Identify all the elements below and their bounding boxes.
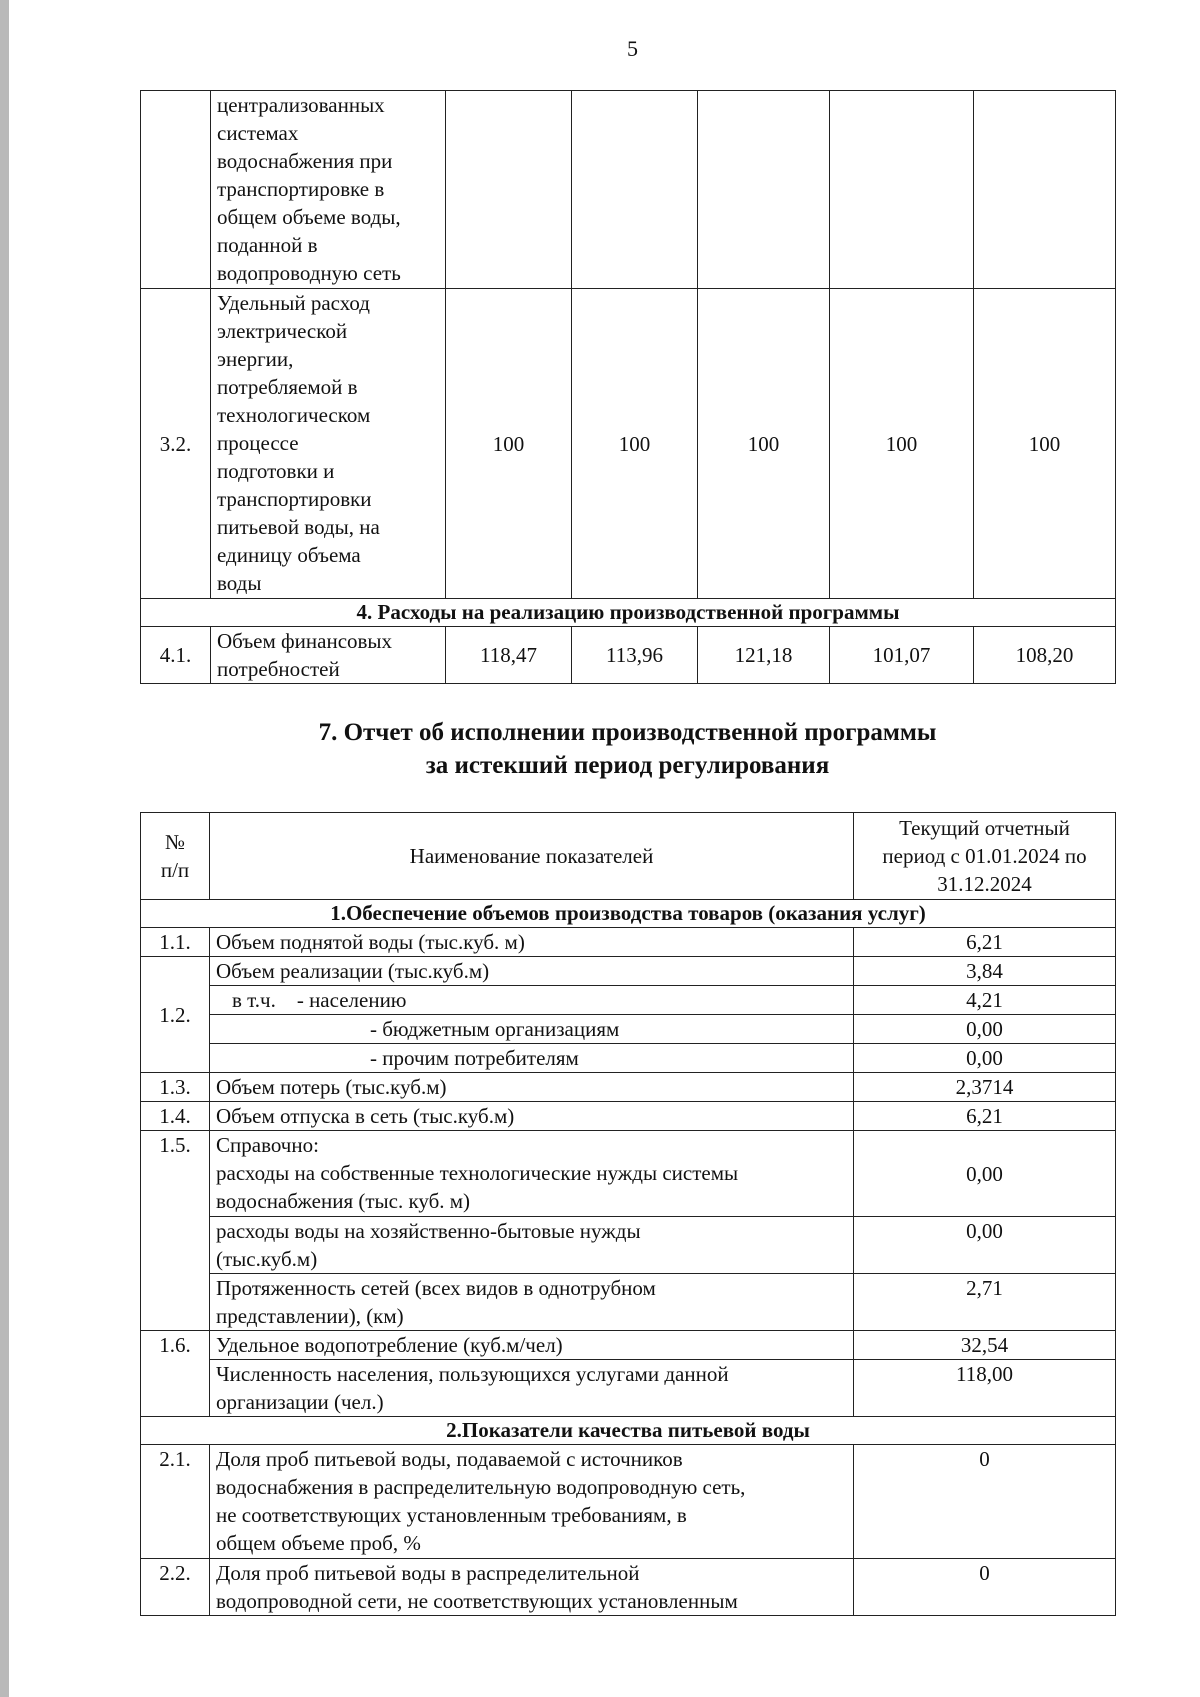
indicator-name-cell: - прочим потребителям: [210, 1044, 854, 1073]
section-title: 2.Показатели качества питьевой воды: [141, 1417, 1116, 1445]
indicator-name-cell: Доля проб питьевой воды в распределительной водопроводной сети, не соответствующих установленным: [210, 1559, 854, 1616]
section-title: 1.Обеспечение объемов производства товаров (оказания услуг): [141, 900, 1116, 928]
program-report-table: [140, 812, 1116, 1616]
table-row: [141, 1015, 1116, 1044]
value-cell: [446, 91, 572, 289]
value-cell: 0,00: [854, 1044, 1116, 1073]
header-name-cell: Наименование показателей: [210, 813, 854, 900]
value-cell: 100: [446, 289, 572, 599]
row-number-cell: 3.2.: [141, 289, 211, 599]
table-row: [141, 928, 1116, 957]
indicators-table-continuation: [140, 90, 1116, 684]
table-row: [141, 627, 1116, 684]
section-row: [141, 599, 1116, 627]
row-number-cell: 1.3.: [141, 1073, 210, 1102]
value-cell: [830, 91, 974, 289]
value-cell: 100: [830, 289, 974, 599]
row-number-cell: 1.1.: [141, 928, 210, 957]
value-cell: 0,00: [854, 1217, 1116, 1274]
row-number-cell: 1.5.: [141, 1131, 210, 1331]
table-row: [141, 1274, 1116, 1331]
table-row: [141, 1102, 1116, 1131]
row-number-cell: 1.2.: [141, 957, 210, 1073]
table-row: [141, 1445, 1116, 1559]
value-cell: 3,84: [854, 957, 1116, 986]
table-row: [141, 1331, 1116, 1360]
value-cell: 101,07: [830, 627, 974, 684]
indicator-name-cell: в т.ч. - населению: [210, 986, 854, 1015]
indicator-name-cell: расходы воды на хозяйственно-бытовые нужды (тыс.куб.м): [210, 1217, 854, 1274]
indicator-name-cell: Объем финансовых потребностей: [211, 627, 446, 684]
value-cell: 0: [854, 1559, 1116, 1616]
table-row: [141, 1360, 1116, 1417]
indicator-name-cell: Удельное водопотребление (куб.м/чел): [210, 1331, 854, 1360]
table-row: [141, 289, 1116, 599]
table-row: [141, 986, 1116, 1015]
table-row: [141, 957, 1116, 986]
section-title: 4. Расходы на реализацию производственной программы: [141, 599, 1116, 627]
indicator-name-cell: Доля проб питьевой воды, подаваемой с источников водоснабжения в распределительную водопроводную сеть, не соответствующих установленным требованиям, в общем объеме проб, %: [210, 1445, 854, 1559]
indicator-name-cell: Объем реализации (тыс.куб.м): [210, 957, 854, 986]
indicator-name-cell: Справочно: расходы на собственные технологические нужды системы водоснабжения (тыс. куб. м): [210, 1131, 854, 1217]
table-row: [141, 1559, 1116, 1616]
value-cell: 6,21: [854, 928, 1116, 957]
value-cell: 100: [572, 289, 698, 599]
indicator-name-cell: Объем поднятой воды (тыс.куб. м): [210, 928, 854, 957]
value-cell: 2,3714: [854, 1073, 1116, 1102]
header-number-cell: № п/п: [141, 813, 210, 900]
indicator-name-cell: - бюджетным организациям: [210, 1015, 854, 1044]
indicator-name-cell: Объем потерь (тыс.куб.м): [210, 1073, 854, 1102]
header-period-cell: Текущий отчетный период с 01.01.2024 по 31.12.2024: [854, 813, 1116, 900]
row-number-cell: 2.1.: [141, 1445, 210, 1559]
value-cell: 4,21: [854, 986, 1116, 1015]
section-heading: 7. Отчет об исполнении производственной программы за истекший период регулирования: [318, 719, 937, 779]
row-number-cell: 2.2.: [141, 1559, 210, 1616]
indicator-name-cell: Протяженность сетей (всех видов в однотрубном представлении), (км): [210, 1274, 854, 1331]
indicator-name-cell: централизованных системах водоснабжения при транспортировке в общем объеме воды, поданной в водопроводную сеть: [211, 91, 446, 289]
value-cell: 32,54: [854, 1331, 1116, 1360]
row-number-cell: 4.1.: [141, 627, 211, 684]
value-cell: 6,21: [854, 1102, 1116, 1131]
value-cell: 100: [698, 289, 830, 599]
value-cell: 100: [974, 289, 1116, 599]
value-cell: 2,71: [854, 1274, 1116, 1331]
value-cell: 0,00: [854, 1131, 1116, 1217]
value-cell: [572, 91, 698, 289]
value-cell: 0: [854, 1445, 1116, 1559]
value-cell: 113,96: [572, 627, 698, 684]
indicator-name-cell: Объем отпуска в сеть (тыс.куб.м): [210, 1102, 854, 1131]
row-number-cell: 1.4.: [141, 1102, 210, 1131]
value-cell: 121,18: [698, 627, 830, 684]
section-row: [141, 1417, 1116, 1445]
table-row: [141, 1217, 1116, 1274]
table-row: [141, 91, 1116, 289]
page-edge-shadow: [0, 0, 9, 1697]
row-number-cell: [141, 91, 211, 289]
value-cell: [698, 91, 830, 289]
value-cell: 108,20: [974, 627, 1116, 684]
section-row: [141, 900, 1116, 928]
table-row: [141, 1073, 1116, 1102]
page-number: 5: [627, 36, 638, 61]
header-row: [141, 813, 1116, 900]
row-number-cell: 1.6.: [141, 1331, 210, 1417]
value-cell: [974, 91, 1116, 289]
value-cell: 0,00: [854, 1015, 1116, 1044]
indicator-name-cell: Удельный расход электрической энергии, потребляемой в технологическом процессе подготовки и транспортировки питьевой воды, на единицу объема воды: [211, 289, 446, 599]
table-row: [141, 1044, 1116, 1073]
table-row: [141, 1131, 1116, 1217]
value-cell: 118,00: [854, 1360, 1116, 1417]
value-cell: 118,47: [446, 627, 572, 684]
indicator-name-cell: Численность населения, пользующихся услугами данной организации (чел.): [210, 1360, 854, 1417]
